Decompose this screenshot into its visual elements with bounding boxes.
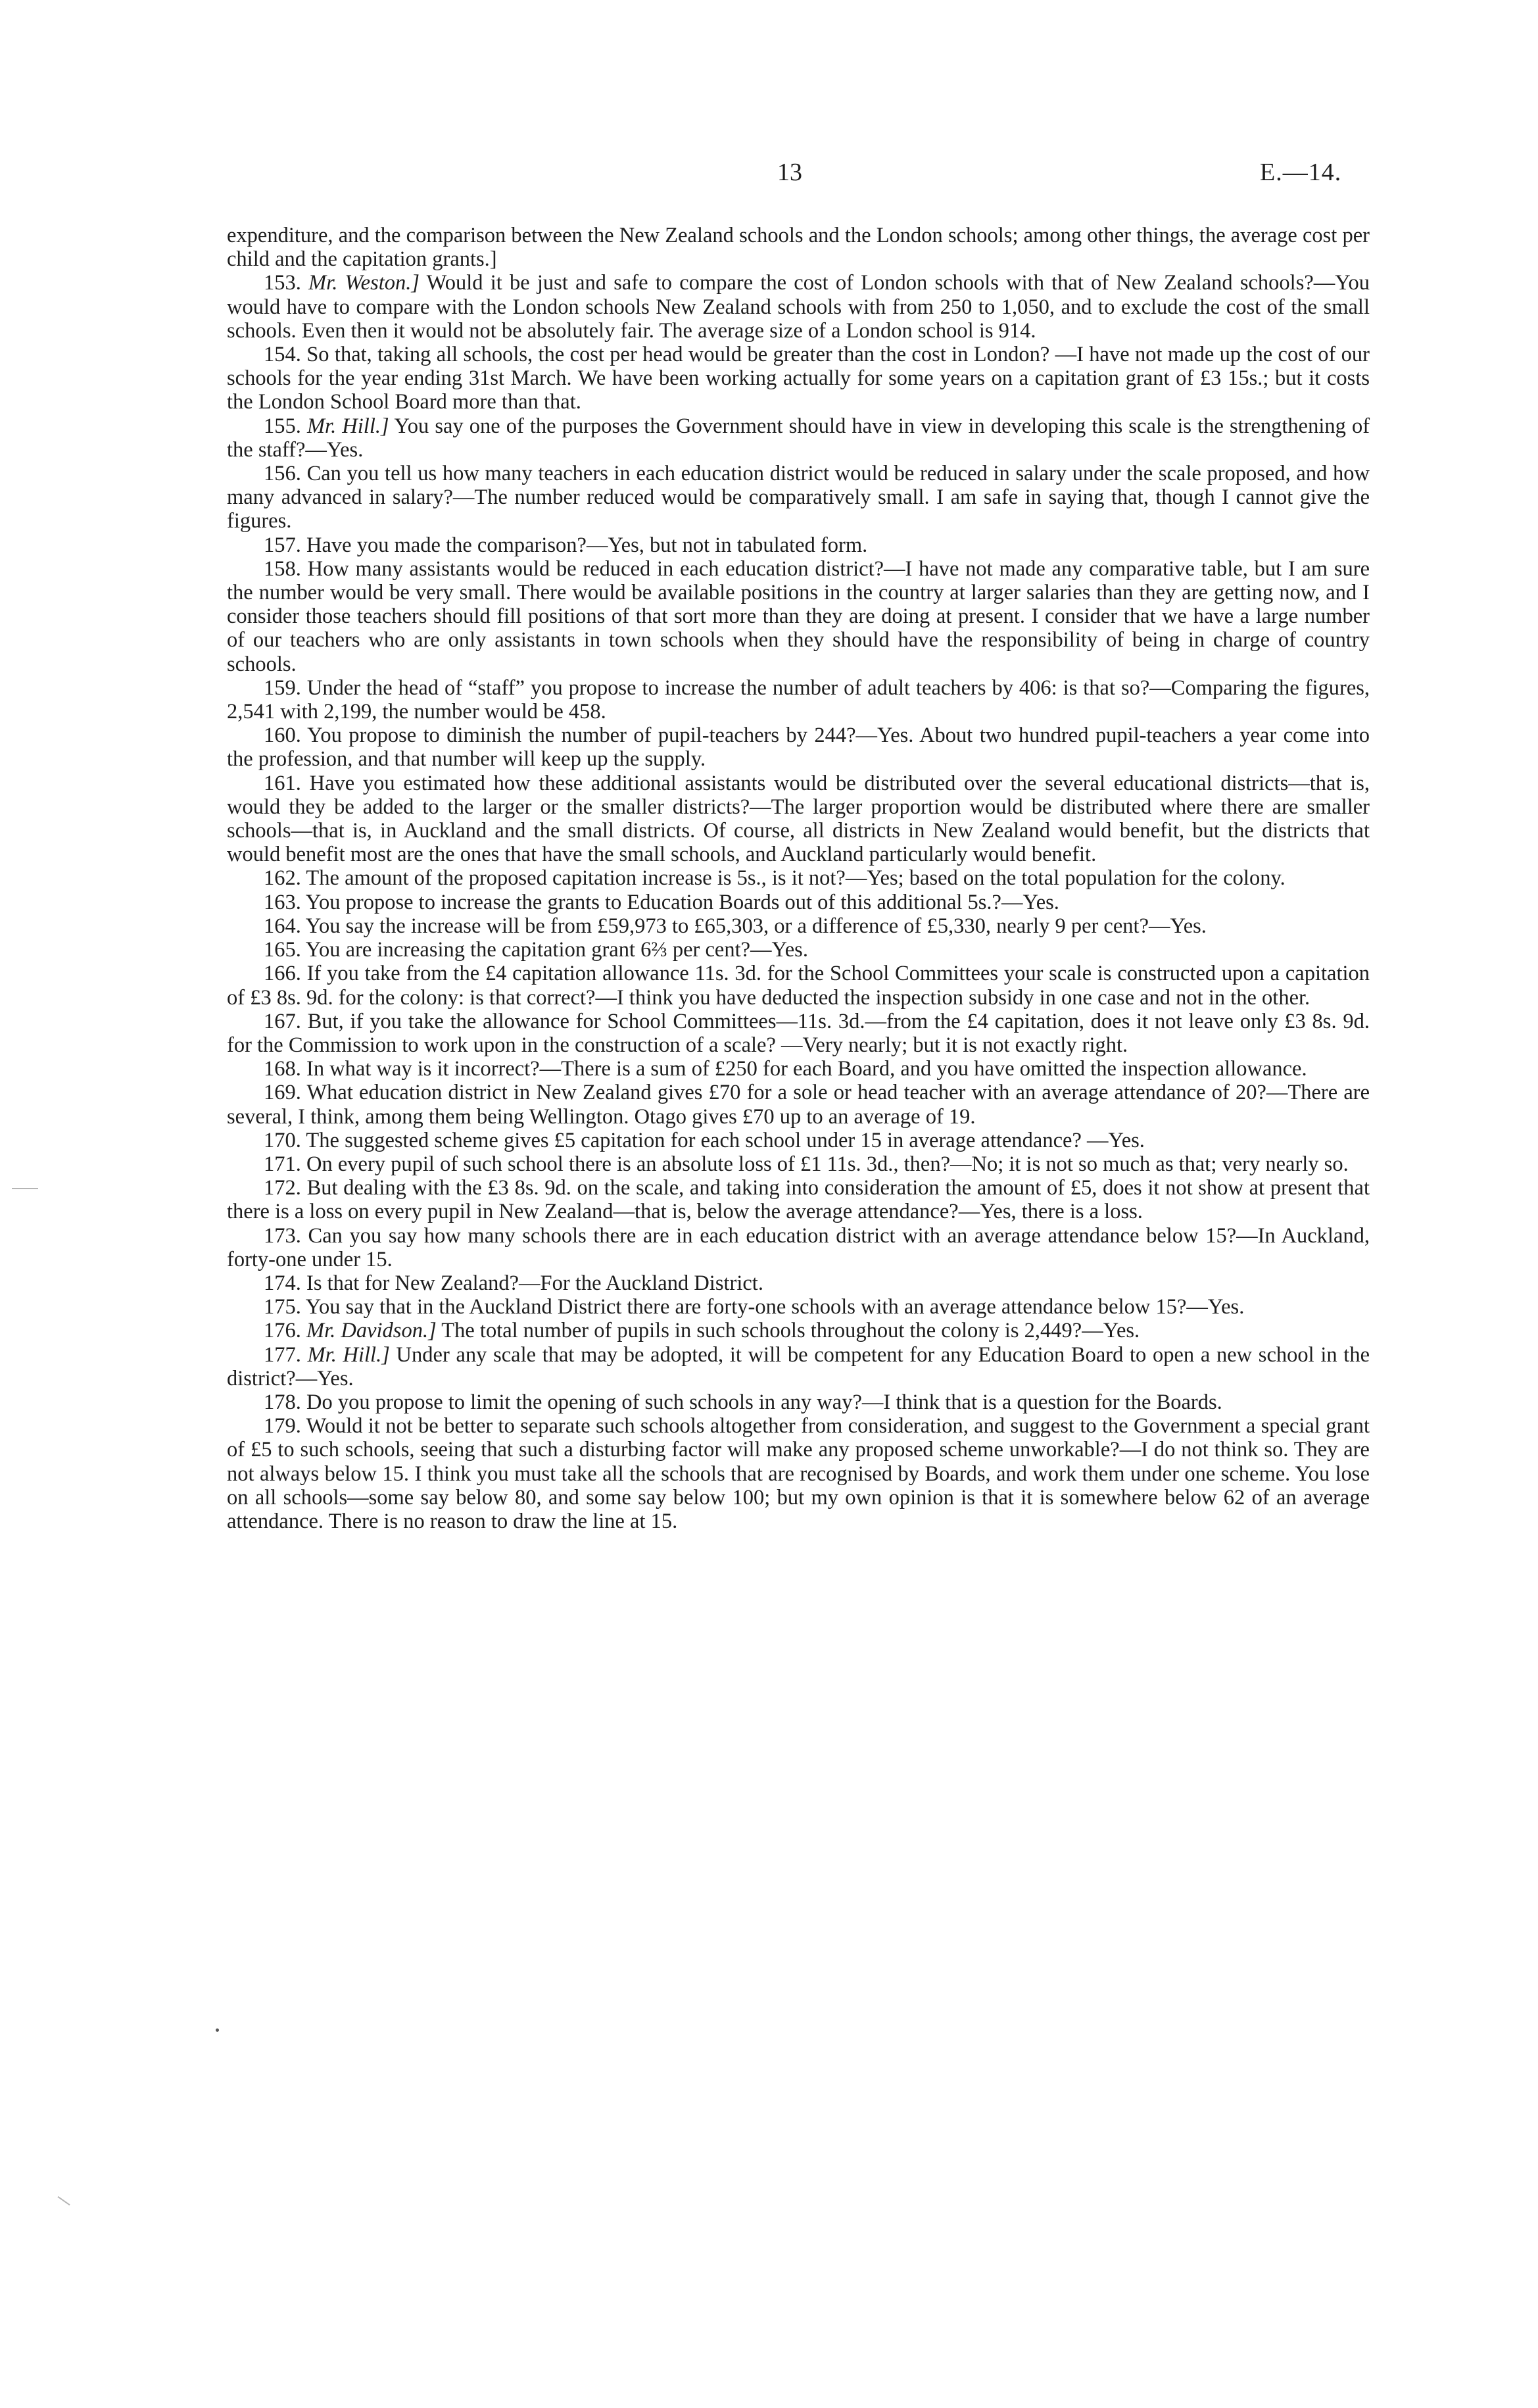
question-158 — [227, 557, 1370, 676]
question-162 — [227, 866, 1370, 890]
paragraph-text: In what way is it incorrect?—There is a sum of £250 for each Board, and you have omitted the inspection allowance. — [306, 1057, 1307, 1081]
paragraph-text: You propose to increase the grants to Education Boards out of this additional 5s.?—Yes. — [305, 890, 1059, 914]
paragraph-text: You say the increase will be from £59,973 to £65,303, or a difference of £5,330, nearly 9 per cent?—Yes. — [305, 914, 1207, 938]
question-number: 173. — [264, 1223, 301, 1248]
document-reference: E.—14. — [1260, 159, 1342, 186]
question-160 — [227, 724, 1370, 771]
question-163 — [227, 891, 1370, 914]
paragraph-text: You say that in the Auckland District there are forty-one schools with an average attendance below 15?—Yes. — [305, 1295, 1245, 1319]
question-159 — [227, 676, 1370, 724]
question-number: 159. — [264, 676, 301, 700]
question-157 — [227, 533, 1370, 557]
question-number: 166. — [264, 962, 301, 986]
paragraph-text: The amount of the proposed capitation increase is 5s., is it not?—Yes; based on the total population for the colony. — [306, 866, 1286, 891]
question-number: 175. — [264, 1295, 301, 1319]
question-156 — [227, 462, 1370, 533]
speaker-name: Mr. Hill.] — [307, 1342, 390, 1367]
question-165 — [227, 938, 1370, 962]
paragraph-text: Have you estimated how these additional assistants would be distributed over the several educational districts—that is, would they be added to the larger or the smaller districts?—The larger proportion would be distributed where there are smaller schools—that is, in Auckland and the small districts. Of course, all districts in New Zealand would benefit, but the districts that would benefit most are the ones that have the small schools, and Auckland particularly would benefit. — [227, 771, 1370, 867]
speaker-name: Mr. Weston.] — [308, 271, 420, 295]
question-number: 161. — [264, 771, 301, 795]
paragraph-text: On every pupil of such school there is an absolute loss of £1 11s. 3d., then?—No; it is not so much as that; very nearly so. — [306, 1152, 1349, 1176]
question-number: 154. — [264, 343, 301, 367]
paragraph-text: How many assistants would be reduced in each education district?—I have not made any comparative table, but I am sure the number would be very small. There would be available positions in the country at larger salaries than they are getting now, and I consider those teachers should fill positions of that sort more than they are doing at present. I consider that we have a large number of our teachers who are only assistants in town schools when they should have the responsibility of being in charge of country schools. — [227, 556, 1370, 676]
question-number: 165. — [264, 938, 301, 962]
paragraph-text: Would it not be better to separate such schools altogether from consideration, and suggest to the Government a special grant of £5 to such schools, seeing that such a disturbing factor will make any proposed scheme unworkable?—I do not think so. They are not always below 15. I think you must take all the schools that are recognised by Boards, and work them under one scheme. You lose on all schools—some say below 80, and some say below 100; but my own opinion is that it is somewhere below 62 of an average attendance. There is no reason to draw the line at 15. — [227, 1414, 1370, 1533]
question-176 — [227, 1319, 1370, 1342]
paragraph-text: But, if you take the allowance for School Committees—11s. 3d.—from the £4 capitation, does it not leave only £3 8s. 9d. for the Commission to work upon in the construction of a scale? —Very nearly; but it is not exactly right. — [227, 1009, 1370, 1057]
paragraph-text: Under the head of “staff” you propose to increase the number of adult teachers by 406: is that so?—Comparing the figures, 2,541 with 2,199, the number would be 458. — [227, 676, 1370, 724]
paragraph-text: What education district in New Zealand gives £70 for a sole or head teacher with an average attendance of 20?—There are several, I think, among them being Wellington. Otago gives £70 up to an average of 19. — [227, 1081, 1370, 1129]
question-166 — [227, 962, 1370, 1009]
question-number: 177. — [264, 1342, 301, 1367]
question-173 — [227, 1224, 1370, 1271]
scan-mark-left — [12, 1188, 38, 1189]
question-number: 163. — [264, 890, 301, 914]
paragraph-text: The suggested scheme gives £5 capitation for each school under 15 in average attendance? —Yes. — [306, 1128, 1145, 1152]
question-number: 155. — [264, 414, 301, 438]
paragraph-text: Under any scale that may be adopted, it will be competent for any Education Board to open a new school in the district?—Yes. — [227, 1342, 1370, 1390]
question-155 — [227, 414, 1370, 462]
question-154 — [227, 343, 1370, 414]
question-number: 156. — [264, 462, 301, 486]
question-number: 157. — [264, 533, 301, 557]
question-178 — [227, 1390, 1370, 1414]
question-number: 174. — [264, 1271, 301, 1295]
page-header — [0, 158, 1538, 197]
question-number: 179. — [264, 1414, 301, 1438]
question-177 — [227, 1343, 1370, 1390]
paragraph-text: Can you say how many schools there are in each education district with an average attendance below 15?—In Auckland, forty-one under 15. — [227, 1223, 1370, 1271]
question-number: 153. — [264, 271, 301, 295]
paragraph-text: Is that for New Zealand?—For the Auckland District. — [306, 1271, 763, 1295]
paragraph-text: Have you made the comparison?—Yes, but not in tabulated form. — [306, 533, 868, 557]
question-number: 176. — [264, 1319, 301, 1343]
paragraph-text: You propose to diminish the number of pupil-teachers by 244?—Yes. About two hundred pupil-teachers a year come into the profession, and that number will keep up the supply. — [227, 724, 1370, 772]
question-number: 178. — [264, 1390, 301, 1414]
paragraph-text: You are increasing the capitation grant 6⅔ per cent?—Yes. — [305, 938, 808, 962]
question-167 — [227, 1010, 1370, 1057]
question-161 — [227, 772, 1370, 867]
question-169 — [227, 1081, 1370, 1128]
question-number: 170. — [264, 1128, 301, 1152]
scan-mark-lower-left — [57, 2196, 70, 2205]
paragraph-text: So that, taking all schools, the cost per head would be greater than the cost in London? —I have not made up the cost of our schools for the year ending 31st March. We have been working actually for some years on a capitation grant of £3 15s.; but it costs the London School Board more than that. — [227, 343, 1370, 414]
paragraph-text: Do you propose to limit the opening of such schools in any way?—I think that is a question for the Boards. — [306, 1390, 1222, 1414]
question-number: 167. — [264, 1009, 301, 1033]
question-170 — [227, 1129, 1370, 1152]
paragraph-text: The total number of pupils in such schools throughout the colony is 2,449?—Yes. — [441, 1319, 1140, 1343]
question-number: 171. — [264, 1152, 301, 1176]
question-164 — [227, 914, 1370, 938]
question-179 — [227, 1414, 1370, 1533]
question-174 — [227, 1271, 1370, 1295]
paragraph-text: expenditure, and the comparison between the New Zealand schools and the London schools; among other things, the average cost per child and the capitation grants.] — [227, 224, 1370, 272]
speaker-name: Mr. Davidson.] — [306, 1319, 437, 1343]
question-number: 162. — [264, 866, 301, 891]
paragraph-text: You say one of the purposes the Government should have in view in developing this scale is the strengthening of the staff?—Yes. — [227, 414, 1370, 462]
paragraph-continuation — [227, 224, 1370, 271]
page-number: 13 — [777, 159, 802, 186]
question-number: 172. — [264, 1176, 301, 1200]
question-number: 169. — [264, 1081, 301, 1105]
question-number: 158. — [264, 556, 301, 581]
paragraph-text: But dealing with the £3 8s. 9d. on the scale, and taking into consideration the amount of £5, does it not show at present that there is a loss on every pupil in New Zealand—that is, below the average attendance?—Yes, there is a loss. — [227, 1176, 1370, 1224]
speaker-name: Mr. Hill.] — [306, 414, 389, 438]
body-text — [227, 224, 1370, 1533]
question-172 — [227, 1176, 1370, 1223]
paragraph-text: Can you tell us how many teachers in each education district would be reduced in salary under the scale proposed, and how many advanced in salary?—The number reduced would be comparatively small. I am safe in saying that, though I cannot give the figures. — [227, 462, 1370, 533]
question-171 — [227, 1152, 1370, 1176]
scan-mark-bullet — [216, 2028, 219, 2032]
question-175 — [227, 1295, 1370, 1319]
question-number: 168. — [264, 1057, 301, 1081]
paragraph-text: If you take from the £4 capitation allowance 11s. 3d. for the School Committees your scale is constructed upon a capitation of £3 8s. 9d. for the colony: is that correct?—I think you have deducted the inspection subsidy in one case and not in the other. — [227, 962, 1370, 1010]
question-number: 164. — [264, 914, 301, 938]
question-number: 160. — [264, 724, 301, 748]
question-168 — [227, 1057, 1370, 1081]
question-153 — [227, 271, 1370, 343]
paragraph-text: Would it be just and safe to compare the cost of London schools with that of New Zealand schools?—You would have to compare with the London schools New Zealand schools with from 250 to 1,050, and to exclude the cost of the small schools. Even then it would not be absolutely fair. The average size of a London school is 914. — [227, 271, 1370, 343]
